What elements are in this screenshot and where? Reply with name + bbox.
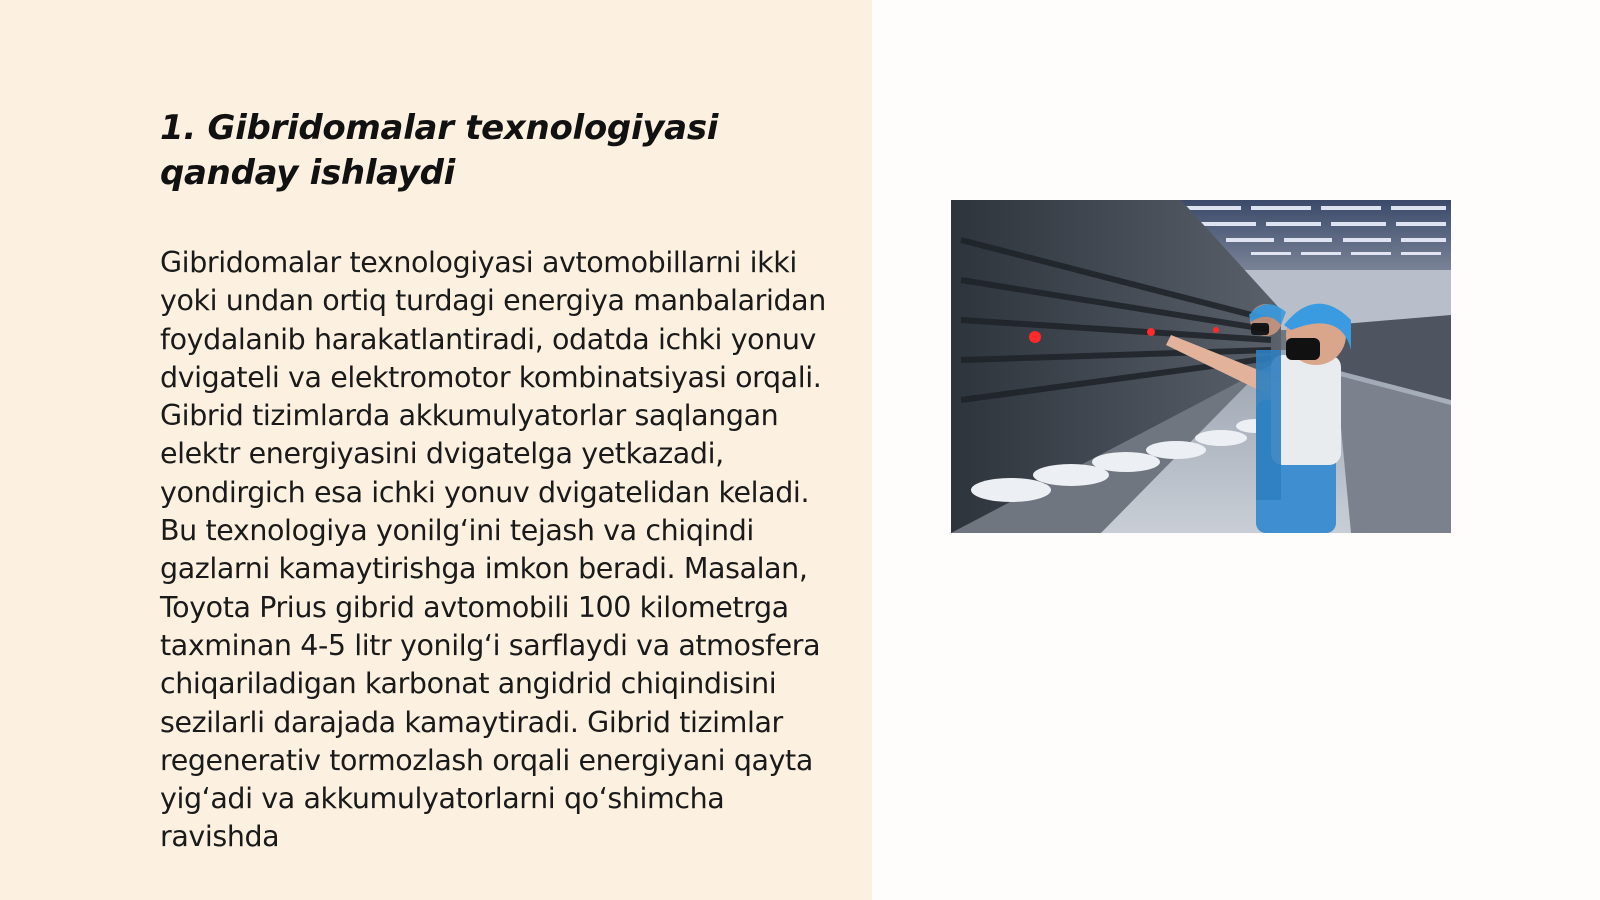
- slide-body-text: Gibridomalar texnologiyasi avtomobillarni ikki yoki undan ortiq turdagi energiya manbalaridan foydalanib harakatlantiradi, odatda ichki yonuv dvigateli va elektromotor kombinatsiyasi orqali. Gibrid tizimlarda akkumulyatorlar saqlangan elektr energiyasini dvigatelga yetkazadi, yondirgich esa ichki yonuv dvigatelidan keladi. Bu texnologiya yonilg‘ini tejash va chiqindi gazlarni kamaytirishga imkon beradi. Masalan, Toyota Prius gibrid avtomobili 100 kilometrga taxminan 4-5 litr yonilg‘i sarflaydi va atmosfera chiqariladigan karbonat angidrid chiqindisini sezilarli darajada kamaytiradi. Gibrid tizimlar regenerativ tormozlash orqali energiyani qayta yig‘adi va akkumulyatorlarni qo‘shimcha ravishda: [160, 246, 826, 854]
- slide-title: 1. Gibridomalar texnologiyasi qanday ishlaydi: [160, 108, 719, 193]
- textile-factory-photo: [951, 200, 1451, 533]
